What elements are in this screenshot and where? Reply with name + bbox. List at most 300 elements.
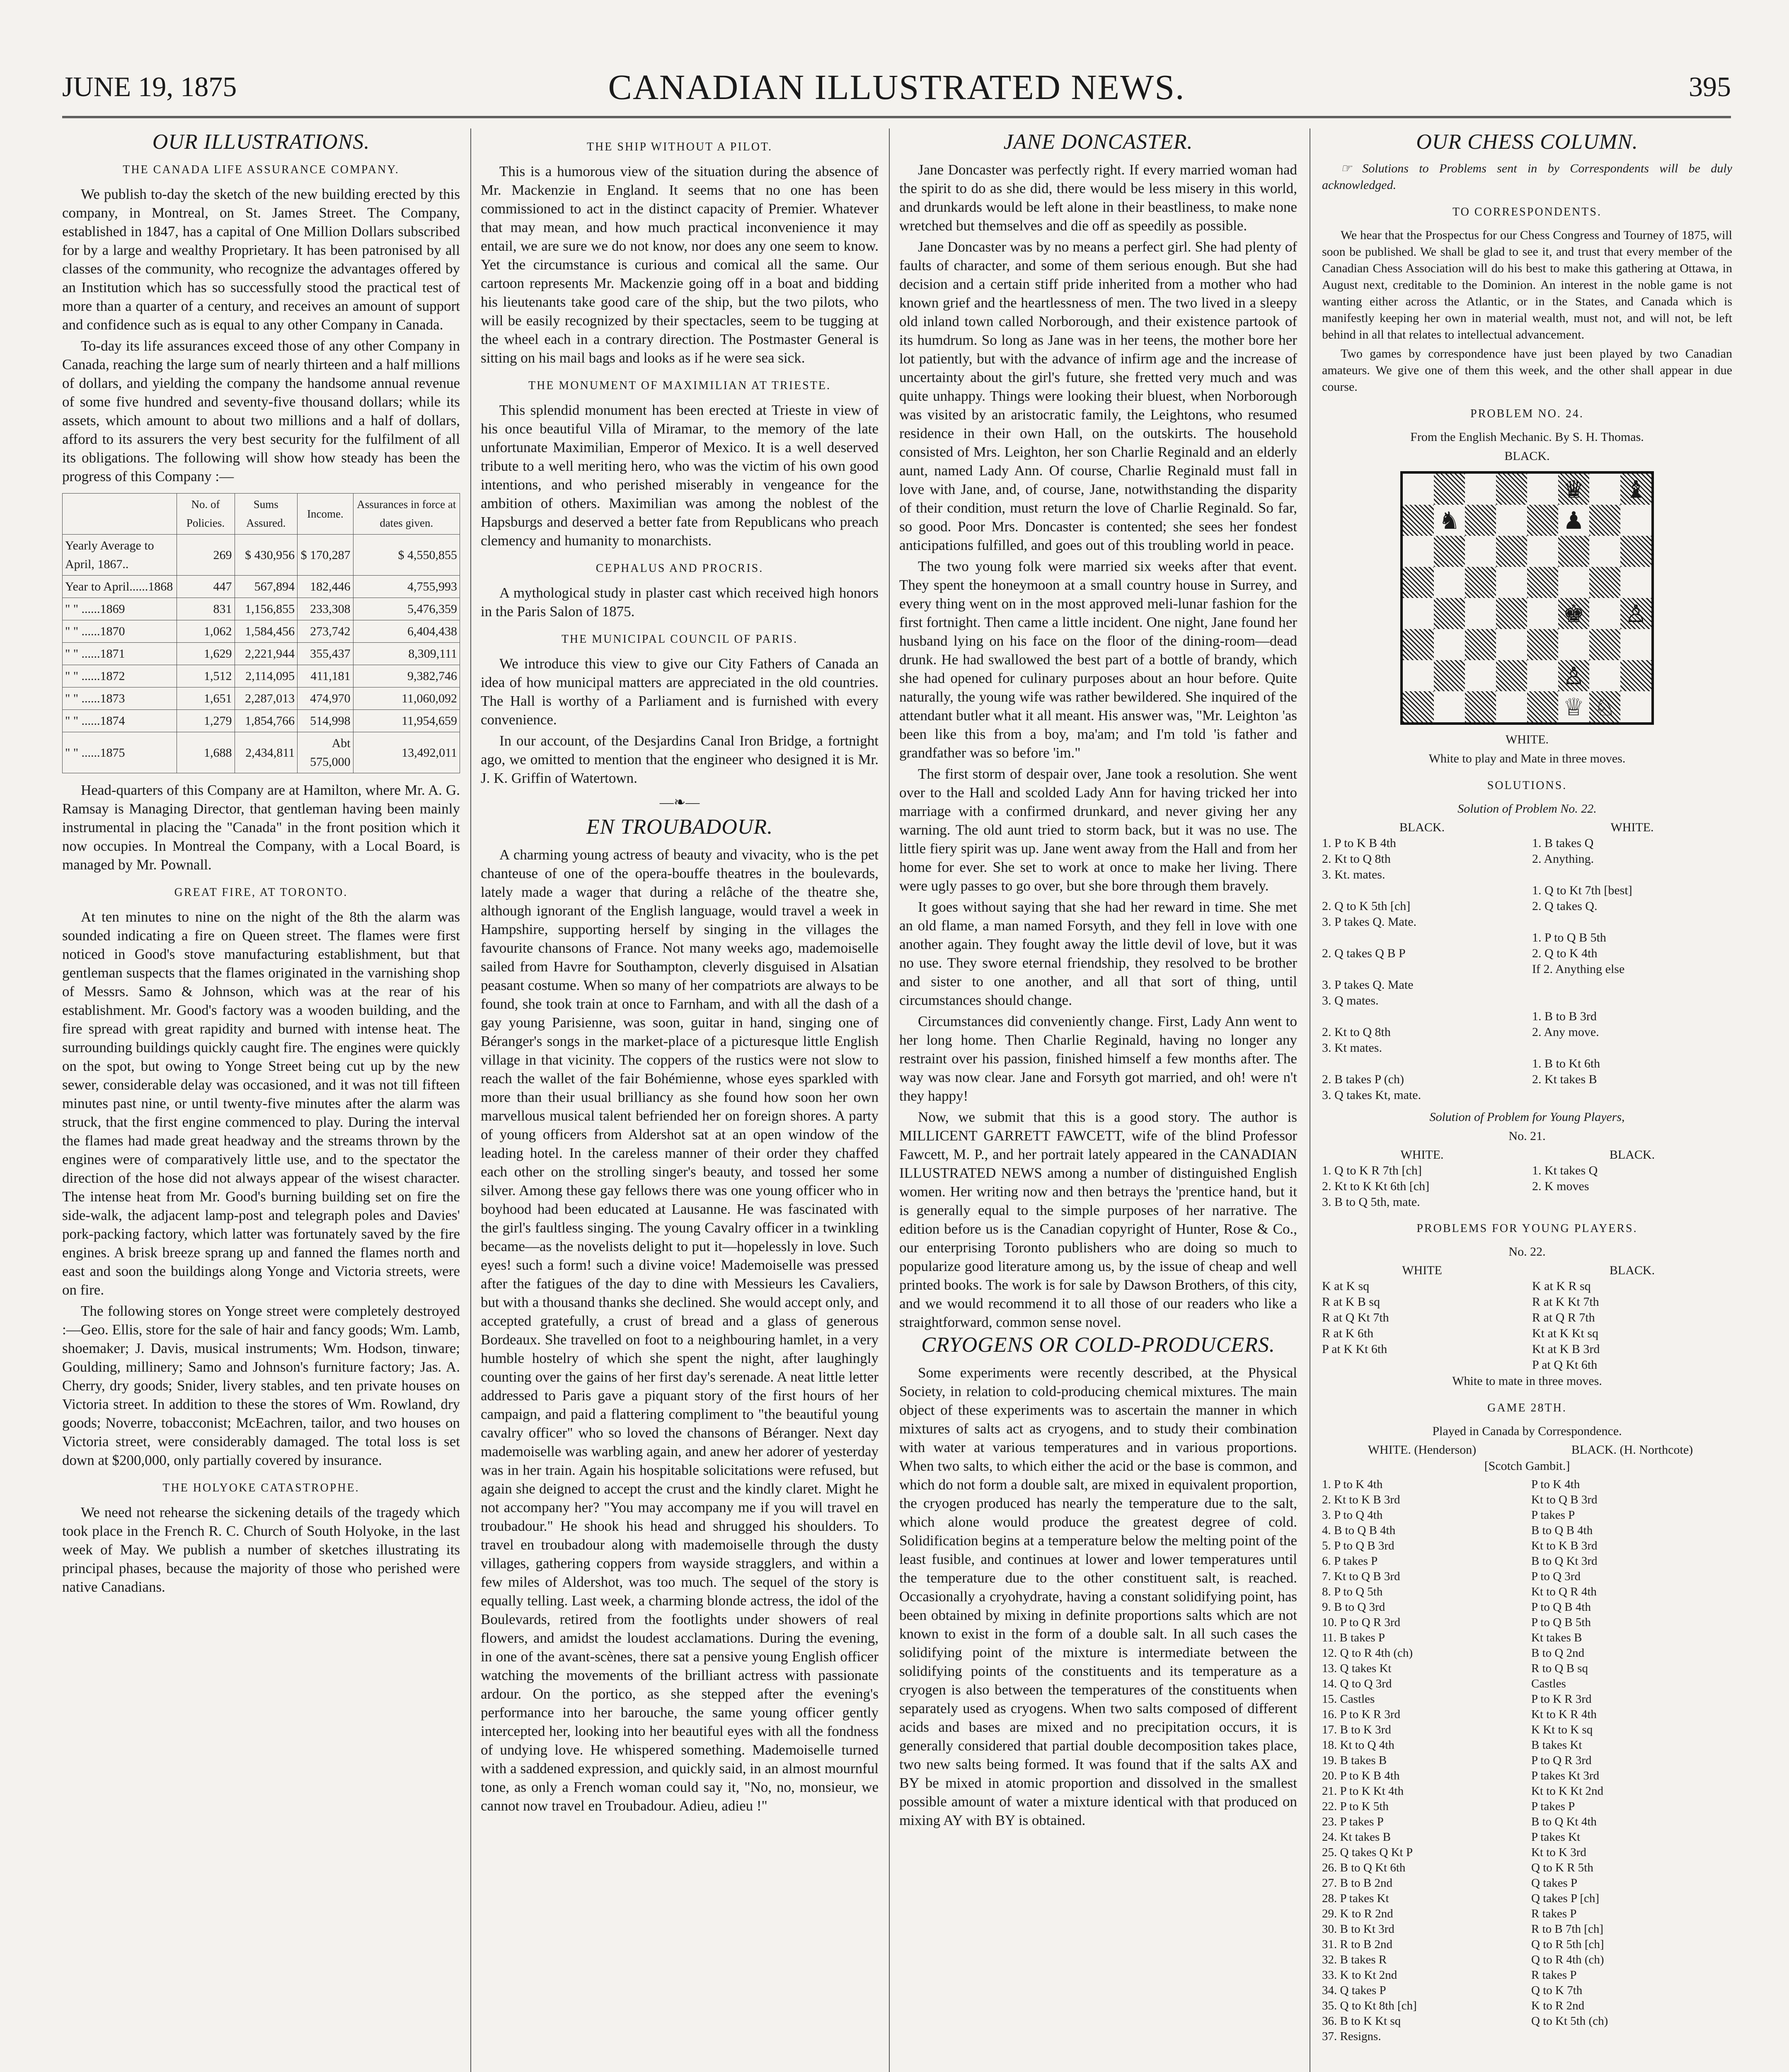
table-cell: " " ......1875: [63, 732, 177, 773]
board-square: [1589, 567, 1620, 598]
move-text: 10. P to Q R 3rd: [1322, 1616, 1401, 1629]
board-square: [1434, 691, 1465, 722]
move-text: Kt to Q R 4th: [1531, 1585, 1597, 1598]
paragraph: Jane Doncaster was by no means a perfect girl. She had plenty of faults of character, and some of them serious enough. But she had decision and a certain stiff pride inherited from a mother who had known grief and the heartlessness of men. The two lived in a sleepy old inland town called Norborough, and their existence partook of its humdrum. So long as Jane was in her teens, the mother bore her lot patiently, but with the advance of infirm age and the increase of uncertainty about the girl's future, she fretted very much and was quite unhappy. Things were looking their bluest, when Norborough was visited by an aristocratic family, the Leightons, who resumed residence in their own Hall, on the outskirts. The household consisted of Mrs. Leighton, her son Charlie Reginald and an elderly aunt, named Lady Ann. Of course, Charlie Reginald must fall in love with Jane, and, of course, Jane, notwithstanding the disparity of their condition, must return the love of Charlie Reginald. So far, so good. Poor Mrs. Doncaster is contented; she sees her fondest anticipations fulfilled, and goes out of this troubling world in peace.: [899, 239, 1297, 553]
white-player: WHITE. (Henderson): [1368, 1443, 1477, 1457]
table-cell: 4,755,993: [353, 576, 460, 598]
move-text: 28. P takes Kt: [1322, 1892, 1389, 1905]
move-text: Kt to Q B 3rd: [1531, 1493, 1598, 1506]
board-square: [1434, 629, 1465, 660]
table-cell: " " ......1873: [63, 687, 177, 710]
move-text: 2. B takes P (ch): [1322, 1072, 1404, 1086]
move-text: 20. P to K B 4th: [1322, 1769, 1400, 1782]
table-cell: 8,309,111: [353, 643, 460, 665]
section-heading: CRYOGENS OR COLD-PRODUCERS.: [921, 1333, 1275, 1357]
move-text: P to Q B 5th: [1531, 1616, 1591, 1629]
young-solution-title: Solution of Problem for Young Players,: [1429, 1110, 1625, 1124]
black-header: BLACK.: [1609, 1148, 1655, 1162]
table-cell: 273,742: [298, 620, 353, 643]
game-heading: GAME 28TH.: [1487, 1402, 1567, 1414]
board-square: [1403, 629, 1434, 660]
move-text: 1. Kt takes Q: [1532, 1164, 1598, 1177]
move-text: P at K Kt 6th: [1322, 1342, 1387, 1356]
move-text: Q to R 4th (ch): [1531, 1953, 1604, 1966]
move-text: 2. Kt to Q 8th: [1322, 1025, 1391, 1039]
move-text: Kt to K Kt 2nd: [1531, 1784, 1603, 1798]
board-square: [1558, 598, 1589, 629]
move-text: Kt to K R 4th: [1531, 1708, 1597, 1721]
board-square: [1496, 505, 1527, 536]
move-text: 3. B to Q 5th, mate.: [1322, 1195, 1420, 1209]
table-cell: 9,382,746: [353, 665, 460, 687]
chess-piece: ♘: [1594, 693, 1616, 721]
chess-piece: ♟: [1563, 506, 1585, 535]
paragraph: We introduce this view to give our City Fathers of Canada an idea of how municipal matters are appreciated in the old countries. The Hall is worthy of a Parliament and is furnished with every convenience.: [481, 656, 879, 728]
move-text: 2. Q takes Q.: [1532, 899, 1598, 913]
board-square: [1496, 536, 1527, 567]
column-jane-doncaster: [899, 128, 1297, 1832]
paragraph: At ten minutes to nine on the night of the 8th the alarm was sounded indicating a fire on Queen street. The flames were first noticed in Good's stove manufacturing establishment, but that gentleman suspects that the flames originated in the varnishing shop of Messrs. Samo & Johnson, which was at the rear of his establishment. Mr. Good's factory was a wooden building, and the fire spread with great rapidity and burned with intense heat. The surrounding buildings quickly caught fire. The engines were quickly on the spot, but owing to Yonge Street being cut up by the new sewer, considerable delay was occasioned, and it was not till fifteen minutes past nine, or until twenty-five minutes after the alarm was struck, that the first engine commenced to play. During the interval the flames had made great headway and the streams thrown by the engines were of comparatively little use, and to the spectator the direction of the hose did not always appear of the wisest character. The intense heat from Mr. Good's burning building set on fire the side-walk, the adjacent lamp-post and telegraph poles and Davies' pork-packing factory, which latter was fortunately saved by the fire engines. A brisk breeze sprang up and fanned the flames north and east and soon the buildings along Yonge and Victoria streets, were on fire.: [62, 909, 460, 1298]
board-square: [1558, 536, 1589, 567]
game-moves: [1322, 1477, 1732, 2044]
table-cell: 1,629: [177, 643, 235, 665]
table-cell: 2,114,095: [235, 665, 298, 687]
young-problem-task: White to mate in three moves.: [1452, 1374, 1602, 1388]
move-text: 36. B to K Kt sq: [1322, 2014, 1401, 2028]
board-square: [1434, 536, 1465, 567]
board-square: [1434, 505, 1465, 536]
board-square: [1496, 691, 1527, 722]
move-text: [1322, 1357, 1522, 1373]
column-rule: [889, 128, 890, 2072]
board-square: [1434, 660, 1465, 691]
table-cell: 233,308: [298, 598, 353, 620]
board-square: [1403, 505, 1434, 536]
subheading: THE MONUMENT OF MAXIMILIAN AT TRIESTE.: [528, 379, 831, 392]
move-text: 3. Q mates.: [1322, 994, 1379, 1007]
move-text: [1322, 930, 1522, 946]
move-text: [1322, 961, 1522, 977]
table-cell: 567,894: [235, 576, 298, 598]
move-text: R at Q Kt 7th: [1322, 1311, 1389, 1324]
solution-moves: [1322, 835, 1732, 1103]
move-text: If 2. Anything else: [1532, 962, 1625, 976]
paragraph: We need not rehearse the sickening details of the tragedy which took place in the French R. C. Church of South Holyoke, in the last week of May. We publish a number of sketches illustrating its principal phases, because the majority of those who perished were native Canadians.: [62, 1504, 460, 1595]
board-square: [1558, 660, 1589, 691]
board-square: [1465, 505, 1496, 536]
chess-piece: ♞: [1438, 506, 1460, 535]
move-text: 1. Q to K R 7th [ch]: [1322, 1164, 1422, 1177]
paragraph: This splendid monument has been erected at Trieste in view of his once beautiful Villa of Miramar, to the memory of the late unfortunate Maximilian, Emperor of Mexico. It is a well deserved tribute to a well meriting hero, who was the victim of his own good intentions, and who perished miserably in vengeance for the ambition of others. Maximilian was among the noblest of the Hapsburgs and deserved a better fate from Republicans who preach clemency and humanity to monarchists.: [481, 402, 879, 549]
move-text: Q to R 5th [ch]: [1531, 1938, 1604, 1951]
board-square: [1620, 598, 1651, 629]
paragraph: To-day its life assurances exceed those of any other Company in Canada, reaching the large sum of nearly thirteen and a half millions of dollars, and yielding the company the handsome annual revenue of some five hundred and seventy-five thousand dollars; while its assets, which amount to about two millions and a half of dollars, afford to its assurers the very best security for the fulfilment of all its obligations. The following will show how steady has been the progress of this Company :—: [62, 338, 460, 484]
move-text: 1. B to B 3rd: [1532, 1009, 1597, 1023]
board-square: [1558, 505, 1589, 536]
black-label: BLACK.: [1504, 449, 1550, 463]
paragraph: Head-quarters of this Company are at Hamilton, where Mr. A. G. Ramsay is Managing Director, that gentleman having been mainly instrumental in placing the "Canada" in the front position which it now occupies. In Montreal the Company, with a Local Board, is managed by Mr. Pownall.: [62, 782, 460, 873]
board-square: [1434, 598, 1465, 629]
table-row: [63, 687, 460, 710]
board-square: [1403, 691, 1434, 722]
game-opening: [Scotch Gambit.]: [1484, 1459, 1570, 1473]
move-text: P takes P: [1531, 1508, 1575, 1522]
board-square: [1527, 598, 1558, 629]
subheading: CEPHALUS AND PROCRIS.: [596, 562, 764, 575]
table-cell: Yearly Average to April, 1867..: [63, 535, 177, 576]
subheading: GREAT FIRE, AT TORONTO.: [174, 886, 348, 899]
move-text: P to Q R 3rd: [1531, 1754, 1592, 1767]
move-text: 29. K to R 2nd: [1322, 1907, 1393, 1920]
page-number: 395: [1689, 71, 1731, 102]
masthead: [62, 62, 1731, 118]
board-square: [1403, 567, 1434, 598]
move-text: 8. P to Q 5th: [1322, 1585, 1383, 1598]
move-text: [1532, 993, 1732, 1009]
chess-piece: ♛: [1563, 475, 1585, 503]
move-text: [1322, 1009, 1522, 1024]
table-cell: 1,279: [177, 710, 235, 732]
move-text: R takes P: [1531, 1907, 1577, 1920]
move-text: [1532, 977, 1732, 993]
table-cell: 2,287,013: [235, 687, 298, 710]
move-text: [1532, 867, 1732, 883]
table-cell: 474,970: [298, 687, 353, 710]
table-cell: 1,688: [177, 732, 235, 773]
move-text: Kt to K 3rd: [1531, 1846, 1586, 1859]
board-square: [1434, 567, 1465, 598]
young-problem-no: No. 22.: [1508, 1245, 1546, 1259]
board-square: [1589, 629, 1620, 660]
table-row: [63, 598, 460, 620]
table-cell: " " ......1874: [63, 710, 177, 732]
paragraph: A charming young actress of beauty and vivacity, who is the pet chanteuse of one of the opera-bouffe theatres in the boulevards, lately made a wager that during a relâche of the theatre she, although ignorant of the English language, would travel a week in Hampshire, supporting herself by singing in the villages the favourite chansons of France. Not many weeks ago, mademoiselle sailed from Havre for Southampton, cleverly disguised in Alsatian peasant costume. When so many of her compatriots are always to be found, she took train at once to Farnham, and with all the dash of a gay young Parisienne, was soon, guitar in hand, singing one of Béranger's songs in the market-place of a picturesque little English village in that vicinity. The coppers of the rustics were not slow to reach the wallet of the fair Bohémienne, whose eyes sparkled with more than their usual brilliancy as she found how soon her own marvellous musical talent befriended her on foreign shores. A party of young officers from Aldershot sat at an open window of the leading hotel. In the careless manner of their order they chaffed each other on the strolling singer's beauty, and tossed her some silver. Among these gay fellows there was one young officer who in boyhood had been educated at Lausanne. He was fascinated with the girl's faultless singing. The young Cavalry officer in a twinkling became—as the novelists delight to put it—hopelessly in love. Such eyes! such a form! such a divine voice! Mademoiselle was pressed after the fatigues of the day to dine with Messieurs les Cavaliers, but with a thousand thanks she declined. She would accept only, and accepted gratefully, a crust of bread and a glass of generous Bordeaux. She travelled on foot to a neighbouring hamlet, in a very humble hostelry of which she spent the night, after laughingly counting over the gains of her first day's serenade. A neat little letter addressed to Paris gave a piquant story of the first hours of her campaign, and paid a flattering compliment to "the beautiful young cavalry officer" who so loved the chansons of Béranger. Next day mademoiselle was warbling again, and anew her adorer of yesterday was in her train. Again his hospitable solicitations were refused, but again she deigned to accept the crust and the kindly claret. Might he not accompany her? "You may accompany me if you will travel en troubadour." He shook his head and shrugged his shoulders. To travel en troubadour along with mademoiselle through the dusty villages, gathering coppers from wayside stragglers, and within a few miles of Aldershot, was too much. The sequel of the story is equally telling. Last week, a charming blonde actress, the idol of the Boulevards, retired from the footlights under showers of real flowers, and amidst the loudest acclamations. During the evening, in one of the avant-scènes, there sat a pensive young English officer watching the movements of the brilliant actress with passionate ardour. On the portico, as she stepped after the evening's performance into her barouche, the same young officer gently intercepted her, looking into her beautiful eyes with all the fondness of undying love. He whispered something. Mademoiselle turned with a saddened expression, and quickly said, in an almost mournful tone, as only a French woman could say it, "No, no, monsieur, we cannot now travel en Troubadour. Adieu, adieu !": [481, 847, 879, 1814]
move-text: 18. Kt to Q 4th: [1322, 1738, 1394, 1752]
issue-date: JUNE 19, 1875: [62, 71, 237, 102]
move-text: R at Q R 7th: [1532, 1311, 1595, 1324]
move-text: P takes Kt: [1531, 1830, 1581, 1844]
board-square: [1465, 567, 1496, 598]
problem-source: From the English Mechanic. By S. H. Thomas.: [1410, 430, 1644, 444]
move-text: K to R 2nd: [1531, 1999, 1585, 2012]
table-cell: 1,062: [177, 620, 235, 643]
move-text: [1532, 1087, 1732, 1103]
move-text: [1532, 1194, 1732, 1210]
table-row: [63, 576, 460, 598]
table-cell: 2,434,811: [235, 732, 298, 773]
move-text: P to Q 3rd: [1531, 1570, 1581, 1583]
table-cell: " " ......1871: [63, 643, 177, 665]
board-square: [1403, 474, 1434, 505]
move-text: Q takes P: [1531, 1876, 1578, 1890]
paragraph: The first storm of despair over, Jane took a resolution. She went over to the Hall and scolded Lady Ann for having tricked her into marriage with a confirmed drunkard, and never giving her any warning. The old aunt tried to storm back, but it was no use. The little fiery spirit was up. Jane went away from the Hall and from her home for ever. She set to work at once to make her living. There were ugly passes to go over, but she bore through them bravely.: [899, 766, 1297, 894]
young-solution-header: [1322, 1147, 1732, 1163]
chess-piece: ♙: [1625, 600, 1647, 628]
young-problems-heading: PROBLEMS FOR YOUNG PLAYERS.: [1416, 1222, 1638, 1235]
move-text: 1. Q to Kt 7th [best]: [1532, 884, 1632, 897]
table-cell: 2,221,944: [235, 643, 298, 665]
move-text: Kt takes B: [1531, 1631, 1582, 1644]
board-square: [1558, 474, 1589, 505]
table-cell: $ 4,550,855: [353, 535, 460, 576]
move-text: Castles: [1531, 1677, 1566, 1690]
move-text: Q takes P [ch]: [1531, 1892, 1600, 1905]
move-text: 1. P to K 4th: [1322, 1478, 1383, 1491]
move-text: 9. B to Q 3rd: [1322, 1600, 1385, 1614]
table-cell: 5,476,359: [353, 598, 460, 620]
move-text: 2. Kt to K B 3rd: [1322, 1493, 1400, 1506]
move-text: 21. P to K Kt 4th: [1322, 1784, 1404, 1798]
ornament-divider: —❧—: [659, 795, 700, 810]
move-text: B takes Kt: [1531, 1738, 1582, 1752]
move-text: 24. Kt takes B: [1322, 1830, 1391, 1844]
board-square: [1465, 598, 1496, 629]
paragraph: A mythological study in plaster cast which received high honors in the Paris Salon of 1875.: [481, 585, 879, 620]
table-cell: Abt 575,000: [298, 732, 353, 773]
column-rule: [470, 128, 471, 2072]
board-square: [1620, 691, 1651, 722]
board-square: [1589, 660, 1620, 691]
board-square: [1620, 660, 1651, 691]
move-text: 2. Q takes Q B P: [1322, 946, 1406, 960]
table-cell: 514,998: [298, 710, 353, 732]
table-cell: 1,584,456: [235, 620, 298, 643]
move-text: 13. Q takes Kt: [1322, 1662, 1392, 1675]
table-row: [63, 665, 460, 687]
board-square: [1465, 660, 1496, 691]
move-text: 3. P takes Q. Mate: [1322, 978, 1414, 992]
move-text: 1. P to Q B 5th: [1532, 931, 1606, 944]
move-text: P to Q B 4th: [1531, 1600, 1591, 1614]
board-square: [1620, 567, 1651, 598]
board-square: [1465, 691, 1496, 722]
move-text: 19. B takes B: [1322, 1754, 1387, 1767]
table-cell: 182,446: [298, 576, 353, 598]
table-cell: " " ......1872: [63, 665, 177, 687]
paragraph: The following stores on Yonge street were completely destroyed :—Geo. Ellis, store for the sale of hair and fancy goods; Wm. Lamb, shoemaker; J. Davis, musical instruments; Wm. Hodson, tinware; Goulding, millinery; Samo and Johnson's furniture factory; Jas. A. Cherry, dry goods; Snider, livery stables, and ten private houses on Victoria street. In addition to these the stores of Wm. Rowland, dry goods; Noverre, tobacconist; McEachren, tailor, and two houses on Victoria street, were considerably damaged. The total loss is set down at $200,000, only partially covered by insurance.: [62, 1303, 460, 1468]
board-square: [1527, 474, 1558, 505]
board-square: [1589, 474, 1620, 505]
move-text: 2. Anything.: [1532, 852, 1594, 866]
move-text: 3. Kt mates.: [1322, 1041, 1382, 1055]
chess-piece: ♝: [1625, 475, 1647, 503]
black-header: BLACK.: [1609, 1264, 1655, 1277]
table-row: [63, 620, 460, 643]
move-text: Q to Kt 5th (ch): [1531, 2014, 1608, 2028]
move-text: 30. B to Kt 3rd: [1322, 1922, 1394, 1936]
board-square: [1496, 474, 1527, 505]
paragraph: The two young folk were married six weeks after that event. They spent the honeymoon at a small country house in Surrey, and every thing went on in the most approved meli-lunar fashion for the first fortnight. Then came a little incident. One night, Jane found her husband lying on his face on the floor of the dining-room—dead drunk. He had swallowed the best part of a bottle of brandy, which she had opened for culinary purposes about an hour before. Quite naturally, the young wife was rather bewildered. She inquired of the attendant butler what it all meant. His answer was, "Mr. Leighton 'as been like this from a boy, ma'am; and I'm told 'is father and grandfather was so before 'im.": [899, 558, 1297, 761]
move-text: 2. Q to K 4th: [1532, 946, 1598, 960]
board-square: [1496, 629, 1527, 660]
move-text: B to Q B 4th: [1531, 1524, 1593, 1537]
move-text: 4. B to Q B 4th: [1322, 1524, 1396, 1537]
white-header: WHITE.: [1400, 1148, 1444, 1162]
black-header: BLACK.: [1399, 821, 1445, 834]
move-text: R at K 6th: [1322, 1326, 1374, 1340]
board-square: [1403, 598, 1434, 629]
move-text: 15. Castles: [1322, 1692, 1375, 1706]
move-text: 11. B takes P: [1322, 1631, 1385, 1644]
move-text: [1532, 1040, 1732, 1056]
table-cell: 411,181: [298, 665, 353, 687]
paragraph: Jane Doncaster was perfectly right. If every married woman had the spirit to do as she did, there would be less misery in this world, and drunkards would be left alone in their beastliness, to make none wretched but themselves and die off as speedily as possible.: [899, 162, 1297, 234]
board-square: [1589, 536, 1620, 567]
board-square: [1589, 505, 1620, 536]
board-square: [1496, 567, 1527, 598]
board-square: [1527, 505, 1558, 536]
move-text: K at K sq: [1322, 1279, 1370, 1293]
board-square: [1620, 474, 1651, 505]
table-cell: 1,854,766: [235, 710, 298, 732]
table-header: Assurances in force at dates given.: [353, 494, 460, 535]
move-text: 22. P to K 5th: [1322, 1800, 1389, 1813]
board-square: [1558, 567, 1589, 598]
subheading: THE SHIP WITHOUT A PILOT.: [586, 140, 773, 153]
section-heading: OUR CHESS COLUMN.: [1416, 130, 1638, 154]
board-square: [1620, 536, 1651, 567]
problem-title: PROBLEM NO. 24.: [1470, 407, 1584, 420]
paragraph: Circumstances did conveniently change. First, Lady Ann went to her long home. Then Charlie Reginald, having no longer any restraint over his passion, finished himself a few months after. The way was now clear. Jane and Forsyth got married, and oh! were n't they happy!: [899, 1013, 1297, 1104]
black-player: BLACK. (H. Northcote): [1571, 1443, 1693, 1457]
chess-note: ☞ Solutions to Problems sent in by Correspondents will be duly acknowledged.: [1322, 162, 1732, 192]
move-text: R to Q B sq: [1531, 1662, 1588, 1675]
move-text: P takes Kt 3rd: [1531, 1769, 1600, 1782]
board-square: [1527, 691, 1558, 722]
table-header: Sums Assured.: [235, 494, 298, 535]
column-illustrations-cont: [481, 128, 879, 1818]
move-text: Q to K R 5th: [1531, 1861, 1593, 1874]
move-text: 2. K moves: [1532, 1179, 1589, 1193]
board-square: [1620, 629, 1651, 660]
paragraph: We hear that the Prospectus for our Chess Congress and Tourney of 1875, will soon be published. We shall be glad to see it, and trust that every member of the Canadian Chess Association will do his best to make this gathering at Ottawa, in August next, creditable to the Dominion. An interest in the noble game is not wanting either across the Atlantic, or in the States, and Canada which is manifestly keeping her own in material wealth, must not, and will not, be left behind in all that relates to intellectual advancement.: [1322, 228, 1732, 341]
solution-header: [1322, 820, 1732, 835]
white-label: WHITE.: [1505, 733, 1549, 746]
table-cell: $ 430,956: [235, 535, 298, 576]
move-text: 16. P to K R 3rd: [1322, 1708, 1401, 1721]
game-subtitle: Played in Canada by Correspondence.: [1432, 1424, 1622, 1438]
move-text: P at Q Kt 6th: [1532, 1358, 1598, 1372]
board-square: [1465, 629, 1496, 660]
table-cell: 1,512: [177, 665, 235, 687]
move-text: [1531, 2029, 1732, 2044]
table-cell: " " ......1870: [63, 620, 177, 643]
table-cell: 269: [177, 535, 235, 576]
table-cell: 11,954,659: [353, 710, 460, 732]
subheading: TO CORRESPONDENTS.: [1453, 206, 1602, 218]
table-row: [63, 535, 460, 576]
move-text: 7. Kt to Q B 3rd: [1322, 1570, 1400, 1583]
young-solution-no: No. 21.: [1508, 1129, 1546, 1143]
table-cell: 1,156,855: [235, 598, 298, 620]
move-text: P to K R 3rd: [1531, 1692, 1592, 1706]
move-text: 23. P takes P: [1322, 1815, 1384, 1828]
move-text: B to Q Kt 4th: [1531, 1815, 1597, 1828]
board-square: [1527, 567, 1558, 598]
table-cell: 447: [177, 576, 235, 598]
board-square: [1527, 660, 1558, 691]
move-text: 2. Any move.: [1532, 1025, 1599, 1039]
table-row: [63, 710, 460, 732]
move-text: P takes P: [1531, 1800, 1575, 1813]
subheading: THE HOLYOKE CATASTROPHE.: [162, 1481, 360, 1494]
move-text: 37. Resigns.: [1322, 2030, 1381, 2043]
game-players: [1322, 1442, 1732, 1458]
paragraph: It goes without saying that she had her reward in time. She met an old flame, a man named Forsyth, and they fell in love with one another again. They fought away the little devil of love, but it was no use. They swore eternal friendship, they resolved to be brother and sister to one another, and all that sort of thing, until circumstances should change.: [899, 899, 1297, 1008]
move-text: B to Q 2nd: [1531, 1646, 1585, 1660]
move-text: Kt at K Kt sq: [1532, 1326, 1598, 1340]
move-text: 2. Kt takes B: [1532, 1072, 1597, 1086]
move-text: K at K R sq: [1532, 1279, 1591, 1293]
column-illustrations: [62, 128, 460, 1599]
paragraph: Two games by correspondence have just been played by two Canadian amateurs. We give one of them this week, and the other shall appear in due course.: [1322, 347, 1732, 394]
move-text: 3. P takes Q. Mate.: [1322, 915, 1417, 929]
solutions-heading: SOLUTIONS.: [1487, 779, 1567, 792]
table-header: Income.: [298, 494, 353, 535]
move-text: 27. B to B 2nd: [1322, 1876, 1392, 1890]
move-text: Kt to K B 3rd: [1531, 1539, 1598, 1552]
table-row: [63, 732, 460, 773]
paragraph: In our account, of the Desjardins Canal Iron Bridge, a fortnight ago, we omitted to mention that the engineer who designed it is Mr. J. K. Griffin of Watertown.: [481, 733, 879, 786]
table-header: No. of Policies.: [177, 494, 235, 535]
move-text: 1. P to K B 4th: [1322, 836, 1396, 850]
company-progress-table: [62, 493, 460, 773]
young-solution-moves: [1322, 1163, 1732, 1210]
paragraph: Now, we submit that this is a good story. The author is MILLICENT GARRETT FAWCETT, wife of the blind Professor Fawcett, M. P., and her portrait lately appeared in the CANADIAN ILLUSTRATED NEWS among a number of distinguished English women. Her writing now and then betrays the 'prentice hand, but it is generally equal to the simple purposes of her narrative. The edition before us is the Canadian copyright of Hunter, Rose & Co., our enterprising Toronto publishers who are doing so much to popularize good literature among us, by the issue of cheap and well printed books. The work is for sale by Dawson Brothers, of this city, and we would recommend it to all those of our readers who like a straightforward, common sense novel.: [899, 1109, 1297, 1330]
table-cell: 11,060,092: [353, 687, 460, 710]
move-text: 1. B to Kt 6th: [1532, 1057, 1600, 1070]
board-square: [1620, 505, 1651, 536]
move-text: 31. R to B 2nd: [1322, 1938, 1392, 1951]
board-square: [1496, 660, 1527, 691]
board-square: [1465, 536, 1496, 567]
move-text: 6. P takes P: [1322, 1554, 1378, 1568]
table-cell: Year to April......1868: [63, 576, 177, 598]
move-text: R at K Kt 7th: [1532, 1295, 1599, 1309]
move-text: 34. Q takes P: [1322, 1984, 1386, 1997]
move-text: R takes P: [1531, 1968, 1577, 1982]
move-text: 35. Q to Kt 8th [ch]: [1322, 1999, 1417, 2012]
move-text: [1532, 914, 1732, 930]
board-square: [1589, 598, 1620, 629]
table-cell: 13,492,011: [353, 732, 460, 773]
board-square: [1558, 629, 1589, 660]
move-text: 12. Q to R 4th (ch): [1322, 1646, 1413, 1660]
table-cell: 831: [177, 598, 235, 620]
move-text: 25. Q takes Q Kt P: [1322, 1846, 1413, 1859]
board-square: [1527, 629, 1558, 660]
board-square: [1496, 598, 1527, 629]
white-header: WHITE: [1402, 1264, 1442, 1277]
paragraph: Some experiments were recently described, at the Physical Society, in relation to cold-producing chemical mixtures. The main object of these experiments was to ascertain the manner in which mixtures of salts act as cryogens, and to study their combination with water at various temperatures and in various proportions. When two salts, to which either the acid or the base is common, and which do not form a double salt, are mixed in equivalent proportion, the cryogen produced has nearly the temperature due to the salt, which alone would produce the greatest degree of cold. Solidification begins at a temperature below the melting point of the least fusible, and continues at lower and lower temperatures until the temperature due to the other constituent salt, is reached. Occasionally a cryohydrate, having a constant solidifying point, has been obtained by mixing in definite proportions salts which are not known to exist in the form of a double salt. In all such cases the solidifying point of the mixture is intermediate between the solidifying points of the constituents and its temperature as a cryogen is also between the temperatures of the constituents when separately used as cryogens. When two salts composed of different acids and bases are mixed and no precipitation occurs, it is generally considered that partial double decomposition takes place, two new salts being formed. It was found that if the salts AX and BY be mixed in atomic proportion and dissolved in the smallest possible amount of water a mixture identical with that produced on mixing AY with BY is obtained.: [899, 1365, 1297, 1828]
move-text: Kt at K B 3rd: [1532, 1342, 1600, 1356]
table-cell: 6,404,438: [353, 620, 460, 643]
board-square: [1403, 536, 1434, 567]
move-text: [1322, 883, 1522, 898]
table-cell: " " ......1869: [63, 598, 177, 620]
board-square: [1465, 474, 1496, 505]
solution-title: Solution of Problem No. 22.: [1457, 802, 1597, 816]
move-text: 2. Q to K 5th [ch]: [1322, 899, 1411, 913]
move-text: [1322, 1056, 1522, 1072]
move-text: 32. B takes R: [1322, 1953, 1387, 1966]
newspaper-title: CANADIAN ILLUSTRATED NEWS.: [608, 67, 1185, 107]
move-text: K Kt to K sq: [1531, 1723, 1593, 1736]
white-header: WHITE.: [1610, 821, 1654, 834]
table-row: [63, 643, 460, 665]
move-text: 1. B takes Q: [1532, 836, 1594, 850]
young-problem-header: [1322, 1263, 1732, 1278]
